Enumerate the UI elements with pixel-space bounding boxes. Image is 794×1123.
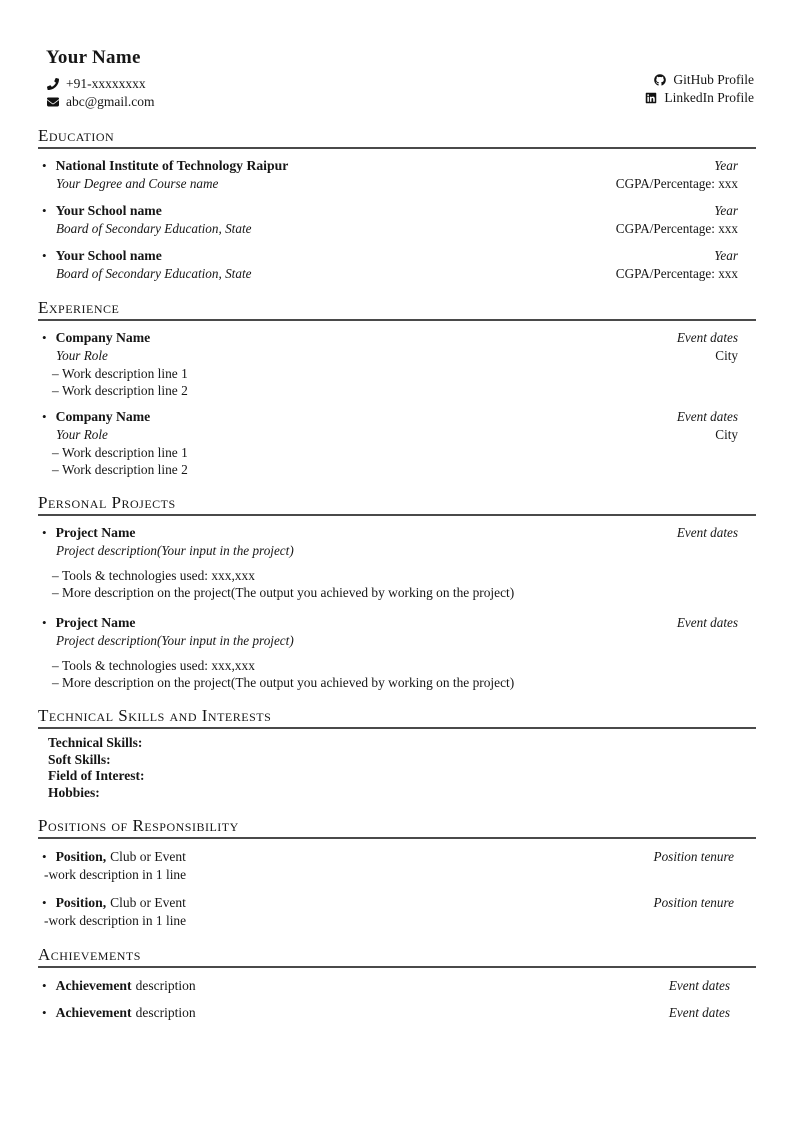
education-score: CGPA/Percentage: xxx <box>615 266 738 281</box>
project-entry <box>42 524 756 601</box>
institution-name: National Institute of Technology Raipur <box>55 158 289 173</box>
position-name: Position, <box>55 849 107 864</box>
header-left <box>46 46 155 111</box>
linkedin-row <box>644 89 754 107</box>
section-rule <box>38 727 756 729</box>
project-point: – Tools & technologies used: xxx,xxx <box>52 568 738 585</box>
company-name: Company Name <box>55 330 151 345</box>
achievement-description: description <box>135 1005 196 1020</box>
project-description: Project description(Your input in the project) <box>56 633 294 648</box>
work-description: – Work description line 1 <box>52 445 738 462</box>
institution-name: Your School name <box>55 203 162 218</box>
education-year: Year <box>714 203 738 218</box>
skill-label-technical: Technical Skills: <box>48 735 143 750</box>
section-education <box>38 126 756 283</box>
section-rule <box>38 837 756 839</box>
section-experience <box>38 298 756 478</box>
bullet-marker <box>42 1004 47 1022</box>
project-name: Project Name <box>55 525 136 540</box>
experience-entry <box>42 329 756 399</box>
achievement-name: Achievement <box>55 978 132 993</box>
project-point: – More description on the project(The output you achieved by working on the project) <box>52 585 738 602</box>
skills-title: Technical Skills and Interests <box>38 706 272 725</box>
institution-name: Your School name <box>55 248 162 263</box>
envelope-icon <box>46 96 59 109</box>
linkedin-profile-link[interactable]: LinkedIn Profile <box>664 90 754 105</box>
education-year: Year <box>714 248 738 263</box>
linkedin-icon <box>644 92 657 105</box>
achievement-entry <box>42 1004 756 1022</box>
position-org: Club or Event <box>110 849 186 864</box>
github-profile-link[interactable]: GitHub Profile <box>673 72 754 87</box>
education-score: CGPA/Percentage: xxx <box>615 221 738 236</box>
project-point: – Tools & technologies used: xxx,xxx <box>52 658 738 675</box>
role-name: Your Role <box>56 348 108 363</box>
achievement-description: description <box>135 978 196 993</box>
bullet-marker <box>42 614 47 632</box>
project-name: Project Name <box>55 615 136 630</box>
position-name: Position, <box>55 895 107 910</box>
achievement-name: Achievement <box>55 1005 132 1020</box>
city-name: City <box>715 427 738 442</box>
phone-number: +91-xxxxxxxx <box>66 76 146 91</box>
section-rule <box>38 319 756 321</box>
achievement-dates: Event dates <box>668 978 730 993</box>
header-right <box>644 46 754 111</box>
degree-name: Board of Secondary Education, State <box>56 221 252 236</box>
bullet-marker <box>42 157 47 175</box>
bullet-marker <box>42 524 47 542</box>
section-rule <box>38 147 756 149</box>
phone-icon <box>46 78 59 91</box>
project-point: – More description on the project(The output you achieved by working on the project) <box>52 675 738 692</box>
bullet-marker <box>42 848 47 866</box>
header <box>38 46 756 111</box>
education-title: Education <box>38 126 115 145</box>
city-name: City <box>715 348 738 363</box>
experience-dates: Event dates <box>676 409 738 424</box>
degree-name: Your Degree and Course name <box>56 176 219 191</box>
skills-list <box>48 735 756 801</box>
position-tenure: Position tenure <box>653 849 734 864</box>
section-projects <box>38 493 756 691</box>
achievement-dates: Event dates <box>668 1005 730 1020</box>
position-entry <box>42 848 756 884</box>
projects-title: Personal Projects <box>38 493 176 512</box>
position-tenure: Position tenure <box>653 895 734 910</box>
section-positions <box>38 816 756 930</box>
github-icon <box>653 74 666 87</box>
bullet-marker <box>42 408 47 426</box>
email-address: abc@gmail.com <box>66 94 155 109</box>
role-name: Your Role <box>56 427 108 442</box>
work-description: – Work description line 1 <box>52 366 738 383</box>
section-achievements <box>38 945 756 1022</box>
company-name: Company Name <box>55 409 151 424</box>
position-entry <box>42 894 756 930</box>
work-description: – Work description line 2 <box>52 383 738 400</box>
position-description: -work description in 1 line <box>44 867 187 882</box>
degree-name: Board of Secondary Education, State <box>56 266 252 281</box>
experience-dates: Event dates <box>676 330 738 345</box>
section-rule <box>38 966 756 968</box>
position-org: Club or Event <box>110 895 186 910</box>
education-entry <box>42 157 756 193</box>
skill-label-soft: Soft Skills: <box>48 751 111 767</box>
experience-entry <box>42 408 756 478</box>
section-skills <box>38 706 756 801</box>
name-heading: Your Name <box>46 47 141 68</box>
positions-title: Positions of Responsibility <box>38 816 239 835</box>
section-rule <box>38 514 756 516</box>
education-year: Year <box>714 158 738 173</box>
phone-row <box>46 75 155 93</box>
experience-title: Experience <box>38 298 120 317</box>
bullet-marker <box>42 329 47 347</box>
achievement-entry <box>42 977 756 995</box>
skill-label-hobbies: Hobbies: <box>48 784 100 800</box>
education-entry <box>42 247 756 283</box>
bullet-marker <box>42 977 47 995</box>
bullet-marker <box>42 247 47 265</box>
project-description: Project description(Your input in the project) <box>56 543 294 558</box>
achievements-title: Achievements <box>38 945 141 964</box>
project-dates: Event dates <box>676 615 738 630</box>
bullet-marker <box>42 202 47 220</box>
email-row <box>46 93 155 111</box>
bullet-marker <box>42 894 47 912</box>
education-score: CGPA/Percentage: xxx <box>615 176 738 191</box>
github-row <box>644 71 754 89</box>
education-entry <box>42 202 756 238</box>
position-description: -work description in 1 line <box>44 913 187 928</box>
work-description: – Work description line 2 <box>52 462 738 479</box>
skill-label-interest: Field of Interest: <box>48 768 145 783</box>
project-entry <box>42 614 756 691</box>
project-dates: Event dates <box>676 525 738 540</box>
